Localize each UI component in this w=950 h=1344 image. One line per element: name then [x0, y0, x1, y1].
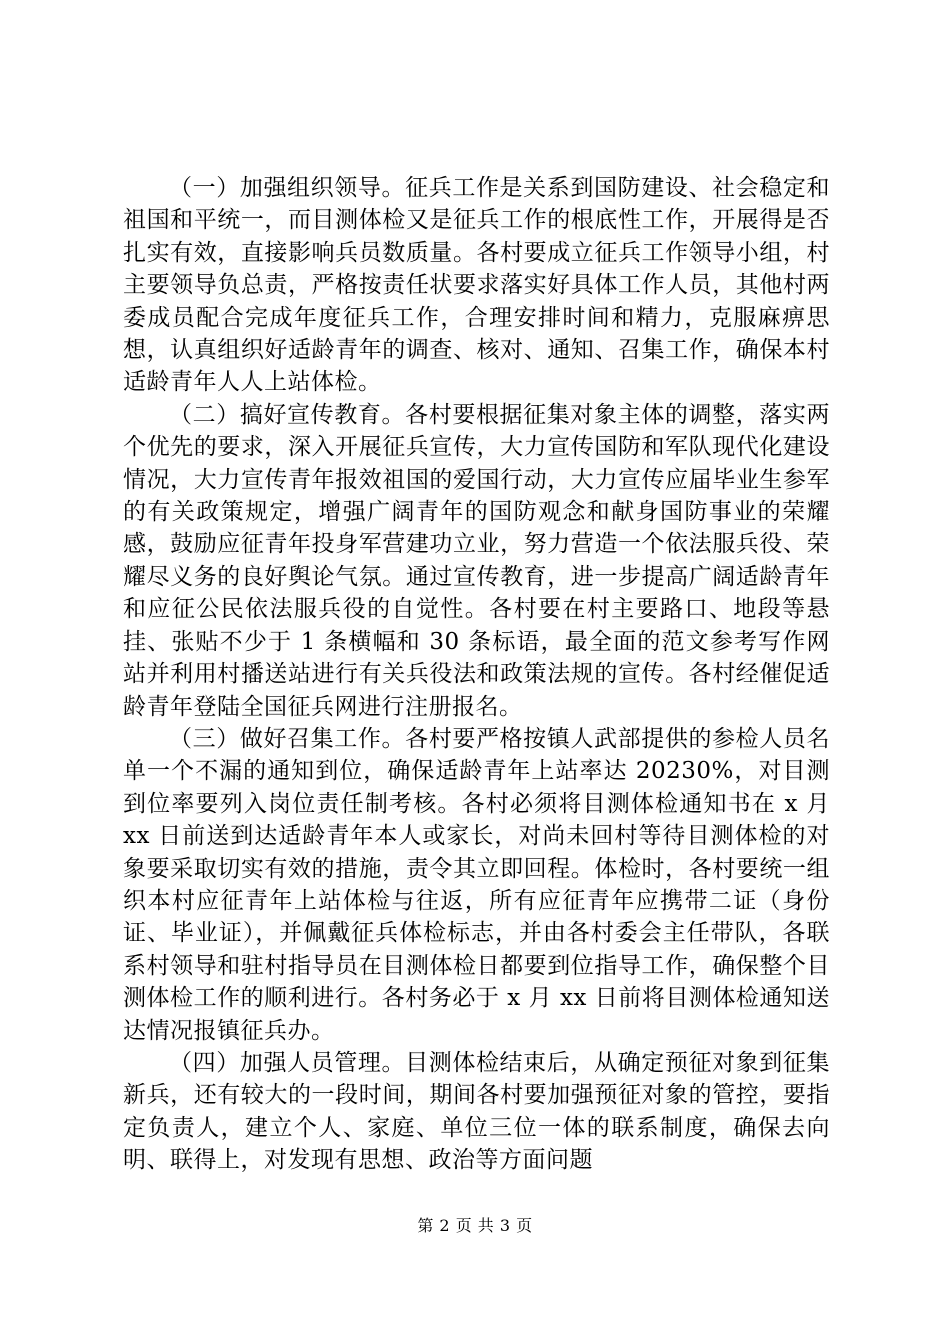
paragraph-4: （四）加强人员管理。目测体检结束后，从确定预征对象到征集新兵，还有较大的一段时间，期间各村要加强预征对象的管控，要指定负责人，建立个人、家庭、单位三位一体的联系制度，确保去向明、联得上，对发现有思想、政治等方面问题 — [123, 1049, 830, 1174]
paragraph-1: （一）加强组织领导。征兵工作是关系到国防建设、社会稳定和祖国和平统一，而目测体检又是征兵工作的根底性工作，开展得是否扎实有效，直接影响兵员数质量。各村要成立征兵工作领导小组，村主要领导负总责，严格按责任状要求落实好具体工作人员，其他村两委成员配合完成年度征兵工作，合理安排时间和精力，克服麻痹思想，认真组织好适龄青年的调查、核对、通知、召集工作，确保本村适龄青年人人上站体检。 — [123, 175, 830, 396]
page-footer: 第 2 页 共 3 页 — [417, 1216, 533, 1235]
paragraph-3: （三）做好召集工作。各村要严格按镇人武部提供的参检人员名单一个不漏的通知到位，确保适龄青年上站率达 20230%，对目测到位率要列入岗位责任制考核。各村必须将目测体检通知书在 x 月 xx 日前送到达适龄青年本人或家长，对尚未回村等待目测体检的对象要采取切实有效的措施，责令其立即回程。体检时，各村要统一组织本村应征青年上站体检与往返，所有应征青年应携带二证（身份证、毕业证），并佩戴征兵体检标志，并由各村委会主任带队，各联系村领导和驻村指导员在目测体检日都要到位指导工作，确保整个目测体检工作的顺利进行。各村务必于 x 月 xx 日前将目测体检通知送达情况报镇征兵办。 — [123, 725, 830, 1044]
document-body — [123, 172, 830, 1177]
paragraph-2: （二）搞好宣传教育。各村要根据征集对象主体的调整，落实两个优先的要求，深入开展征兵宣传，大力宣传国防和军队现代化建设情况，大力宣传青年报效祖国的爱国行动，大力宣传应届毕业生参军的有关政策规定，增强广阔青年的国防观念和献身国防事业的荣耀感，鼓励应征青年投身军营建功立业，努力营造一个依法服兵役、荣耀尽义务的良好舆论气氛。通过宣传教育，进一步提高广阔适龄青年和应征公民依法服兵役的自觉性。各村要在村主要路口、地段等悬挂、张贴不少于 1 条横幅和 30 条标语，最全面的范文参考写作网站并利用村播送站进行有关兵役法和政策法规的宣传。各村经催促适龄青年登陆全国征兵网进行注册报名。 — [123, 401, 830, 720]
